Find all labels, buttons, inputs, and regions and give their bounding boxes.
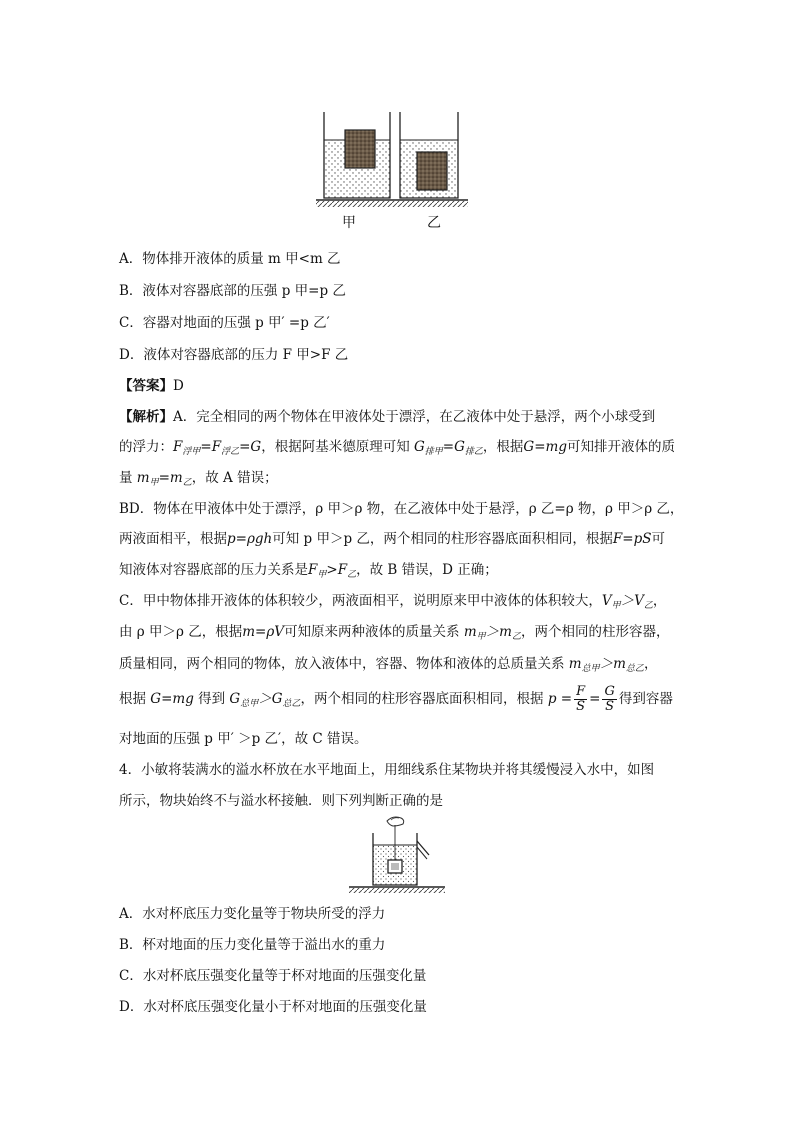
analysis-text: ，故 B 错误，D 正确； bbox=[356, 562, 498, 578]
analysis-line-5 bbox=[119, 529, 665, 549]
two-containers-figure bbox=[312, 108, 472, 226]
q3-option-b: B．液体对容器底部的压强 p 甲=p 乙 bbox=[119, 283, 346, 299]
q4-option-c: C．水对杯底压强变化量等于杯对地面的压强变化量 bbox=[119, 968, 427, 984]
q3-option-a: A．物体排开液体的质量 m 甲<m 乙 bbox=[119, 251, 341, 267]
formula: $G_{排甲}=G_{排乙}$ bbox=[409, 439, 483, 457]
analysis-text: 可知排开液体的质 bbox=[566, 439, 675, 455]
analysis-text: 可知原来两种液体的质量关系 bbox=[284, 624, 460, 640]
q4-stem-line-2: 所示，物块始终不与溢水杯接触．则下列判断正确的是 bbox=[119, 793, 443, 809]
analysis-text: 由 ρ 甲＞ρ 乙，根据 bbox=[119, 624, 243, 640]
q4-option-b: B．杯对地面的压力变化量等于溢出水的重力 bbox=[119, 937, 386, 953]
formula: p=ρgh bbox=[227, 531, 273, 547]
formula: $F_{浮甲}=F_{浮乙}=G$ bbox=[173, 439, 262, 457]
formula: p bbox=[547, 691, 557, 707]
q4-stem-line-1: 4．小敏将装满水的溢水杯放在水平地面上，用细线系住某物块并将其缓慢浸入水中，如图 bbox=[119, 762, 655, 778]
analysis-line-10: 根据 G=mg 得到 $G_{总甲}>G_{总乙}$，两个相同的柱形容器底面积相同，根据 p = $\frac{F}{S}$ = $\frac{G}{S}$ 得到容器 bbox=[119, 684, 673, 714]
analysis-line-4: BD．物体在甲液体中处于漂浮，ρ 甲＞ρ 物，在乙液体中处于悬浮，ρ 乙=ρ 物，ρ 甲＞ρ 乙， bbox=[119, 501, 684, 517]
answer-line bbox=[119, 376, 184, 396]
analysis-text: 两液面相平，根据 bbox=[119, 531, 227, 547]
analysis-line-9: 质量相同，两个相同的物体，放入液体中，容器、物体和液体的总质量关系 $m_{总甲}>m_{总乙}$， bbox=[119, 656, 658, 674]
analysis-line-8 bbox=[119, 622, 670, 647]
formula: G=mg bbox=[146, 691, 199, 707]
analysis-line-2 bbox=[119, 437, 675, 462]
q3-option-c: C．容器对地面的压强 p 甲′ =p 乙′ bbox=[119, 315, 330, 331]
formula: G=mg bbox=[523, 439, 567, 455]
analysis-a-text-1: A．完全相同的两个物体在甲液体处于漂浮，在乙液体中处于悬浮，两个小球受到 bbox=[173, 409, 656, 425]
formula: $V_甲>V_乙$ bbox=[601, 593, 653, 611]
formula: m=ρV bbox=[242, 624, 285, 640]
analysis-text: ，根据 bbox=[482, 439, 524, 455]
analysis-label: 【解析】 bbox=[119, 409, 173, 425]
figure-label-yi: 乙 bbox=[427, 215, 441, 231]
analysis-text: 知液体对容器底部的压力关系是 bbox=[119, 562, 308, 578]
analysis-line-6 bbox=[119, 560, 498, 585]
analysis-text: 可 bbox=[651, 531, 665, 547]
analysis-text: 质量相同，两个相同的物体，放入液体中，容器、物体和液体的总质量关系 bbox=[119, 656, 565, 672]
formula: F=pS bbox=[612, 531, 652, 547]
q4-option-d: D．水对杯底压强变化量小于杯对地面的压强变化量 bbox=[119, 999, 427, 1015]
analysis-line-11: 对地面的压强 p 甲′ ＞p 乙′，故 C 错误。 bbox=[119, 731, 368, 747]
analysis-line-7: C．甲中物体排开液体的体积较少，两液面相平，说明原来甲中液体的体积较大，$V_甲>V_乙$， bbox=[119, 593, 667, 611]
answer-value: D bbox=[173, 378, 184, 394]
analysis-text: 的浮力： bbox=[119, 439, 173, 455]
formula: $G_{总甲}>G_{总乙}$ bbox=[225, 691, 301, 709]
analysis-text: 可知 p 甲＞p 乙，两个相同的柱形容器底面积相同，根据 bbox=[272, 531, 613, 547]
analysis-text: ，两个相同的柱形容器， bbox=[521, 624, 670, 640]
analysis-line-1 bbox=[119, 407, 655, 427]
fraction-g-over-s: $\frac{G}{S}$ bbox=[604, 684, 615, 714]
answer-label: 【答案】 bbox=[119, 378, 173, 394]
analysis-text: ，故 A 错误； bbox=[191, 470, 278, 486]
analysis-text: ，两个相同的柱形容器底面积相同，根据 bbox=[300, 691, 544, 707]
analysis-text: 量 bbox=[119, 470, 133, 486]
formula: $m_甲>m_乙$ bbox=[459, 624, 521, 642]
analysis-text: 根据 bbox=[119, 691, 146, 707]
formula: $m_甲=m_乙$ bbox=[132, 470, 192, 488]
q3-option-d: D．液体对容器底部的压力 F 甲>F 乙 bbox=[119, 347, 349, 363]
formula: $F_甲>F_乙$ bbox=[308, 562, 357, 580]
formula: $m_{总甲}>m_{总乙}$ bbox=[564, 656, 644, 674]
figure-label-jia: 甲 bbox=[342, 215, 356, 231]
analysis-text: 得到容器 bbox=[618, 691, 673, 707]
q4-option-a: A．水对杯底压力变化量等于物块所受的浮力 bbox=[119, 906, 386, 922]
analysis-text: 得到 bbox=[198, 691, 226, 707]
analysis-text: ，根据阿基米德原理可知 bbox=[261, 439, 410, 455]
analysis-line-3 bbox=[119, 468, 278, 493]
overflow-cup-figure bbox=[347, 815, 447, 895]
fraction-f-over-s: $\frac{F}{S}$ bbox=[576, 684, 586, 714]
analysis-text: C．甲中物体排开液体的体积较少，两液面相平，说明原来甲中液体的体积较大， bbox=[119, 593, 602, 609]
